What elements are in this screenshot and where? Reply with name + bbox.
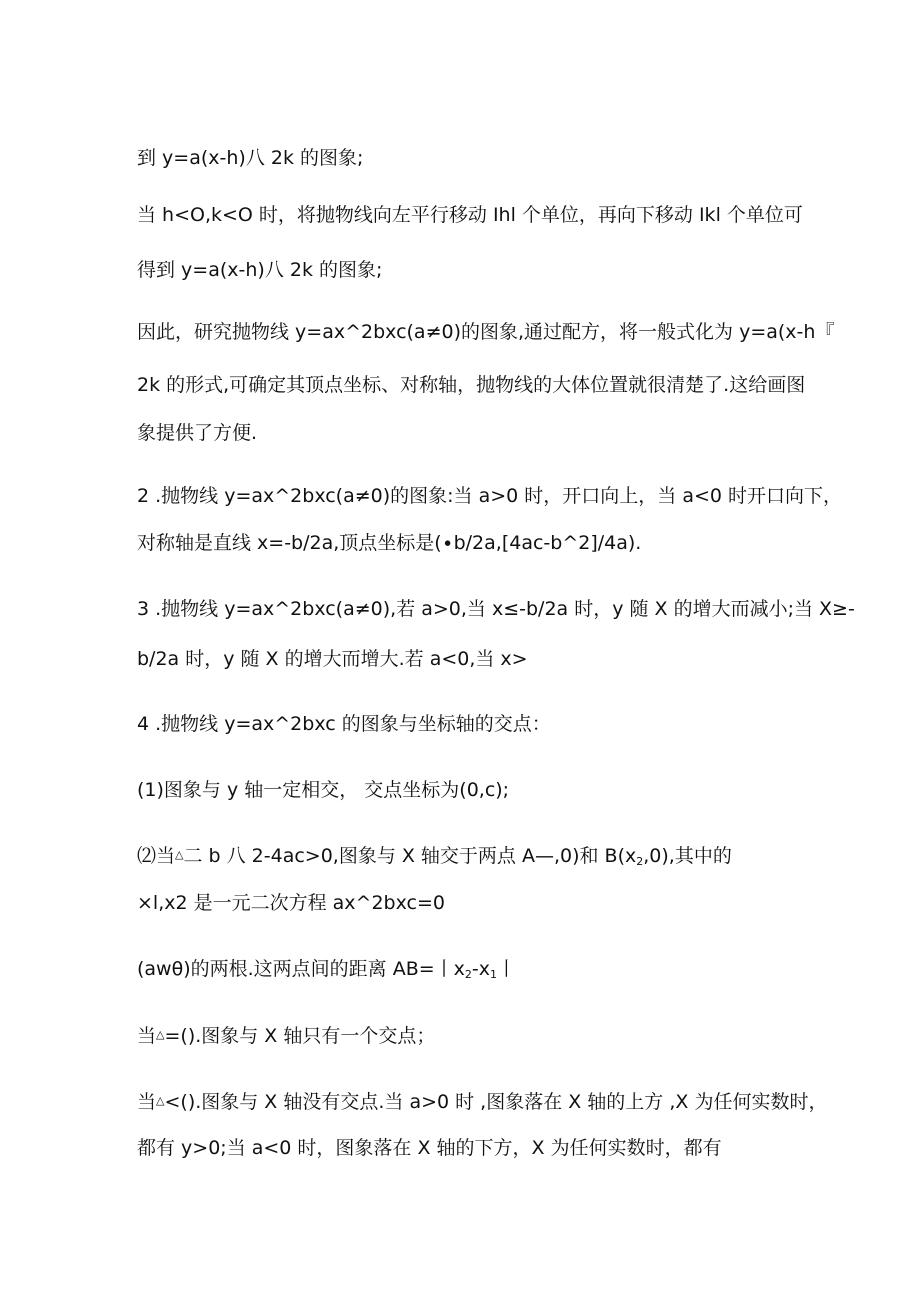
text-line-2: 当 h<O,k<O 时，将抛物线向左平行移动 Ihl 个单位，再向下移动 Ikl 个单位可: [137, 204, 803, 226]
text-line-17: [137, 1089, 827, 1114]
delta-symbol: △: [156, 1028, 165, 1041]
text-line-9: 3 .抛物线 y=ax^2bxc(a≠0),若 a>0,当 x≤-b∕2a 时，y 随 X 的增大而减小;当 X≥-: [137, 598, 855, 620]
text-line-17-a: 当: [137, 1091, 157, 1113]
text-line-3: 得到 y=a(x-h)八 2k 的图象;: [137, 259, 383, 281]
subscript-1: 1: [490, 968, 498, 981]
text-line-7: 2 .抛物线 y=ax^2bxc(a≠0)的图象:当 a>0 时，开口向上，当 a<0 时开口向下，: [137, 485, 843, 507]
text-line-6: 象提供了方便.: [137, 422, 258, 444]
text-line-15-c: 丨: [497, 958, 517, 980]
text-line-8: 对称轴是直线 x=-b∕2a,顶点坐标是(∙b∕2a,[4ac-b^2]∕4a).: [137, 532, 642, 554]
text-line-13-b: 二 b 八 2-4ac>0,图象与 X 轴交于两点 A—,0)和 B(x: [183, 845, 637, 867]
text-line-15-a: (awθ)的两根.这两点间的距离 AB=丨x: [137, 958, 465, 980]
text-line-18: 都有 y>0;当 a<0 时，图象落在 X 轴的下方，X 为任何实数时，都有: [137, 1137, 722, 1159]
delta-symbol: △: [175, 848, 184, 861]
subscript-2: 2: [464, 968, 472, 981]
delta-symbol: △: [156, 1094, 165, 1107]
subscript-2: 2: [636, 855, 644, 868]
text-line-4: 因此，研究抛物线 y=ax^2bxc(a≠0)的图象,通过配方，将一般式化为 y=a(x-h『: [137, 321, 835, 343]
text-line-16-b: =().图象与 X 轴只有一个交点；: [164, 1025, 436, 1047]
text-line-17-b: <().图象与 X 轴没有交点.当 a>0 时 ,图象落在 X 轴的上方 ,X 为任何实数时，: [164, 1091, 828, 1113]
text-line-1: 到 y=a(x-h)八 2k 的图象;: [137, 147, 364, 169]
text-line-14: ×l,x2 是一元二次方程 ax^2bxc=0: [137, 892, 445, 914]
text-line-16-a: 当: [137, 1025, 157, 1047]
text-line-15-b: -x: [471, 958, 491, 980]
text-line-13-a: ⑵当: [137, 845, 176, 867]
text-line-10: b∕2a 时，y 随 X 的增大而增大.若 a<0,当 x>: [137, 648, 528, 670]
text-line-5: 2k 的形式,可确定其顶点坐标、对称轴，抛物线的大体位置就很清楚了.这给画图: [137, 374, 806, 396]
text-line-15: [137, 957, 516, 981]
text-line-13: [137, 843, 732, 868]
text-line-16: [137, 1023, 435, 1048]
text-line-12: (1)图象与 y 轴一定相交， 交点坐标为(0,c);: [137, 779, 510, 801]
text-line-11: 4 .抛物线 y=ax^2bxc 的图象与坐标轴的交点：: [137, 713, 551, 735]
text-line-13-c: ,0),其中的: [643, 845, 732, 867]
